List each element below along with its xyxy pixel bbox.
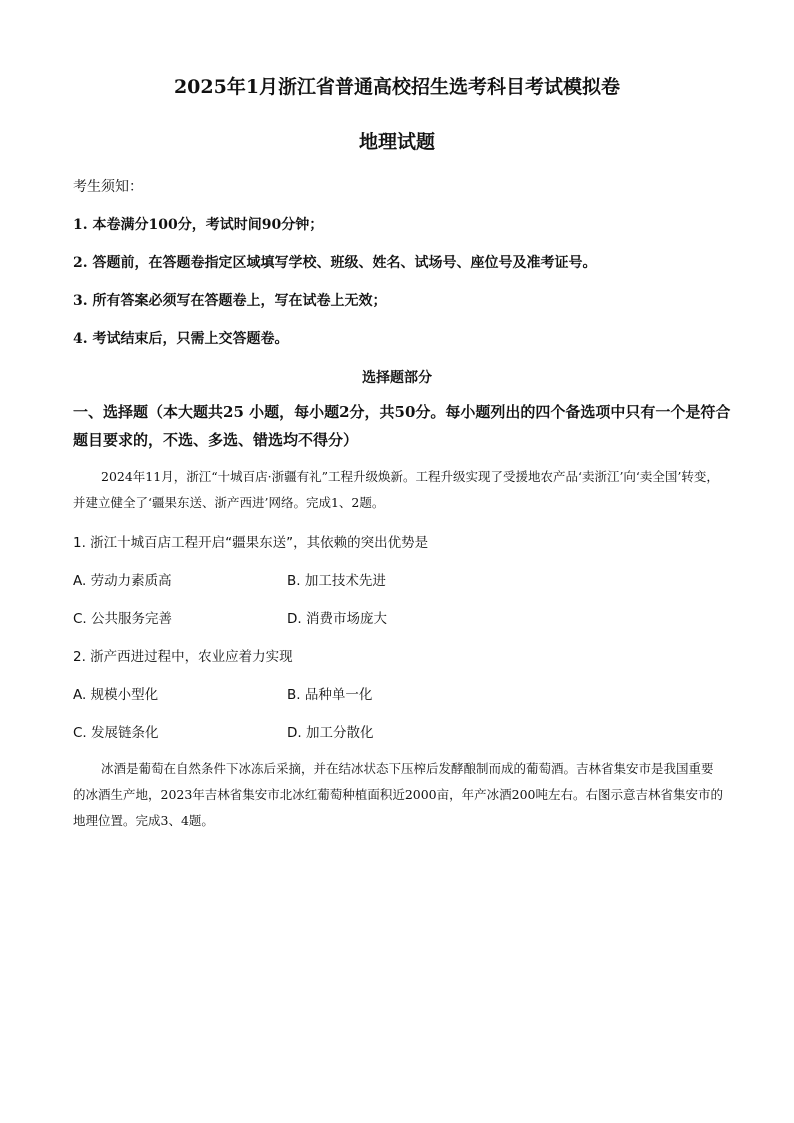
question-1-option-b: B. 加工技术先进 — [287, 573, 386, 589]
question-2-stem: 2. 浙产西进过程中，农业应着力实现 — [73, 649, 293, 665]
question-2-option-d: D. 加工分散化 — [287, 725, 374, 741]
section-heading: 一、选择题（本大题共25 小题，每小题2分，共50分。每小题列出的四个备选项中只有一个是符合题目要求的，不选、多选、错选均不得分） — [73, 403, 731, 449]
passage-1: 2024年11月，浙江“十城百店·浙疆有礼”工程升级焕新。工程升级实现了受援地农产品‘卖浙江’向‘卖全国’转变，并建立健全了‘疆果东送、浙产西进’网络。完成1、2题。 — [73, 469, 719, 510]
question-1-option-c: C. 公共服务完善 — [73, 611, 173, 627]
exam-title: 2025年1月浙江省普通高校招生选考科目考试模拟卷 — [173, 76, 621, 98]
question-1-option-d: D. 消费市场庞大 — [287, 611, 387, 627]
notice-heading: 考生须知： — [73, 179, 143, 195]
notice-item-1: 1. 本卷满分100分，考试时间90分钟； — [73, 217, 324, 233]
question-2-option-a: A. 规模小型化 — [73, 687, 159, 703]
question-1-option-a: A. 劳动力素质高 — [73, 573, 172, 589]
notice-item-4: 4. 考试结束后，只需上交答题卷。 — [73, 331, 289, 347]
question-2-option-c: C. 发展链条化 — [73, 725, 159, 741]
notice-item-2: 2. 答题前，在答题卷指定区域填写学校、班级、姓名、试场号、座位号及准考证号。 — [73, 255, 597, 271]
question-1-stem: 1. 浙江十城百店工程开启“疆果东送”，其依赖的突出优势是 — [73, 535, 429, 551]
notice-item-3: 3. 所有答案必须写在答题卷上，写在试卷上无效； — [73, 293, 387, 309]
question-2-option-b: B. 品种单一化 — [287, 687, 373, 703]
passage-2: 冰酒是葡萄在自然条件下冰冻后采摘，并在结冰状态下压榨后发酵酿制而成的葡萄酒。吉林省集安市是我国重要的冰酒生产地，2023年吉林省集安市北冰红葡萄种植面积近2000亩，年产冰酒200吨左右。右图示意吉林省集安市的地理位置。完成3、4题。 — [73, 761, 723, 828]
part-title: 选择题部分 — [362, 370, 432, 386]
exam-subtitle: 地理试题 — [358, 131, 435, 153]
